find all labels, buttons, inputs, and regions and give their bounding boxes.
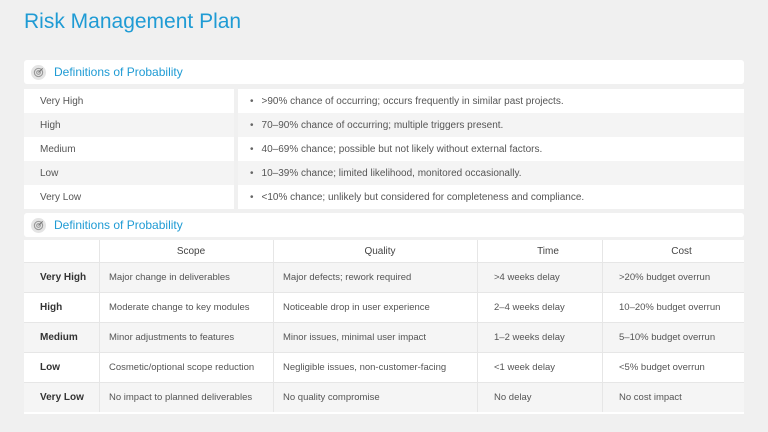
quality-cell: Negligible issues, non-customer-facing	[274, 353, 478, 382]
cost-cell: 10–20% budget overrun	[619, 302, 721, 313]
level-label: Very Low	[40, 191, 82, 203]
quality-cell: No quality compromise	[274, 383, 478, 412]
description-row	[238, 113, 744, 137]
description-row	[238, 161, 744, 185]
description-row	[238, 185, 744, 209]
quality-cell: Noticeable drop in user experience	[274, 293, 478, 322]
description-row	[238, 137, 744, 161]
row-level: Low	[24, 353, 100, 382]
column-header-time: Time	[478, 240, 603, 262]
row-level: Very High	[24, 263, 100, 292]
page-title: Risk Management Plan	[24, 10, 242, 33]
table-row	[24, 322, 744, 352]
time-cell: No delay	[478, 383, 603, 412]
table-row	[24, 292, 744, 322]
bullet: •	[250, 191, 254, 203]
description-text: >90% chance of occurring; occurs frequently in similar past projects.	[261, 95, 564, 107]
bullet: •	[250, 143, 254, 155]
section-header-probability	[24, 60, 744, 84]
target-icon	[31, 218, 46, 233]
time-cell: >4 weeks delay	[478, 263, 603, 292]
row-level: Very Low	[24, 383, 100, 412]
row-level: High	[24, 293, 100, 322]
probability-levels	[24, 89, 234, 209]
time-cell: 1–2 weeks delay	[478, 323, 603, 352]
table-header-row	[24, 240, 744, 262]
bullet: •	[250, 119, 254, 131]
level-label: Very High	[40, 95, 84, 107]
cost-cell: <5% budget overrun	[619, 362, 705, 373]
table-row	[24, 382, 744, 412]
quality-cell: Minor issues, minimal user impact	[274, 323, 478, 352]
impact-table	[24, 240, 744, 414]
section-heading: Definitions of Probability	[54, 218, 183, 232]
level-label: Medium	[40, 143, 76, 155]
scope-cell: Major change in deliverables	[100, 263, 274, 292]
description-text: <10% chance; unlikely but considered for completeness and compliance.	[261, 191, 585, 203]
table-row	[24, 262, 744, 292]
bullet: •	[250, 95, 254, 107]
level-label: High	[24, 113, 234, 137]
column-header-quality: Quality	[274, 240, 478, 262]
row-level: Medium	[24, 323, 100, 352]
cost-cell: 5–10% budget overrun	[619, 332, 716, 343]
bullet: •	[250, 167, 254, 179]
level-label: Low	[24, 161, 234, 185]
scope-cell: Cosmetic/optional scope reduction	[100, 353, 274, 382]
scope-cell: Minor adjustments to features	[100, 323, 274, 352]
section-header-impact	[24, 213, 744, 237]
description-text: 10–39% chance; limited likelihood, monitored occasionally.	[261, 167, 522, 179]
target-icon	[31, 65, 46, 80]
column-header-scope: Scope	[100, 240, 274, 262]
description-row	[238, 89, 744, 113]
description-text: 40–69% chance; possible but not likely without external factors.	[261, 143, 543, 155]
scope-cell: Moderate change to key modules	[100, 293, 274, 322]
scope-cell: No impact to planned deliverables	[100, 383, 274, 412]
time-cell: 2–4 weeks delay	[478, 293, 603, 322]
table-row	[24, 352, 744, 382]
cost-cell: No cost impact	[619, 392, 682, 403]
column-header	[24, 240, 100, 262]
cost-cell: >20% budget overrun	[619, 272, 711, 283]
quality-cell: Major defects; rework required	[274, 263, 478, 292]
probability-definitions	[24, 89, 744, 209]
column-header-cost: Cost	[671, 245, 692, 257]
description-text: 70–90% chance of occurring; multiple triggers present.	[261, 119, 504, 131]
section-heading: Definitions of Probability	[54, 65, 183, 79]
probability-descriptions	[238, 89, 744, 209]
time-cell: <1 week delay	[478, 353, 603, 382]
